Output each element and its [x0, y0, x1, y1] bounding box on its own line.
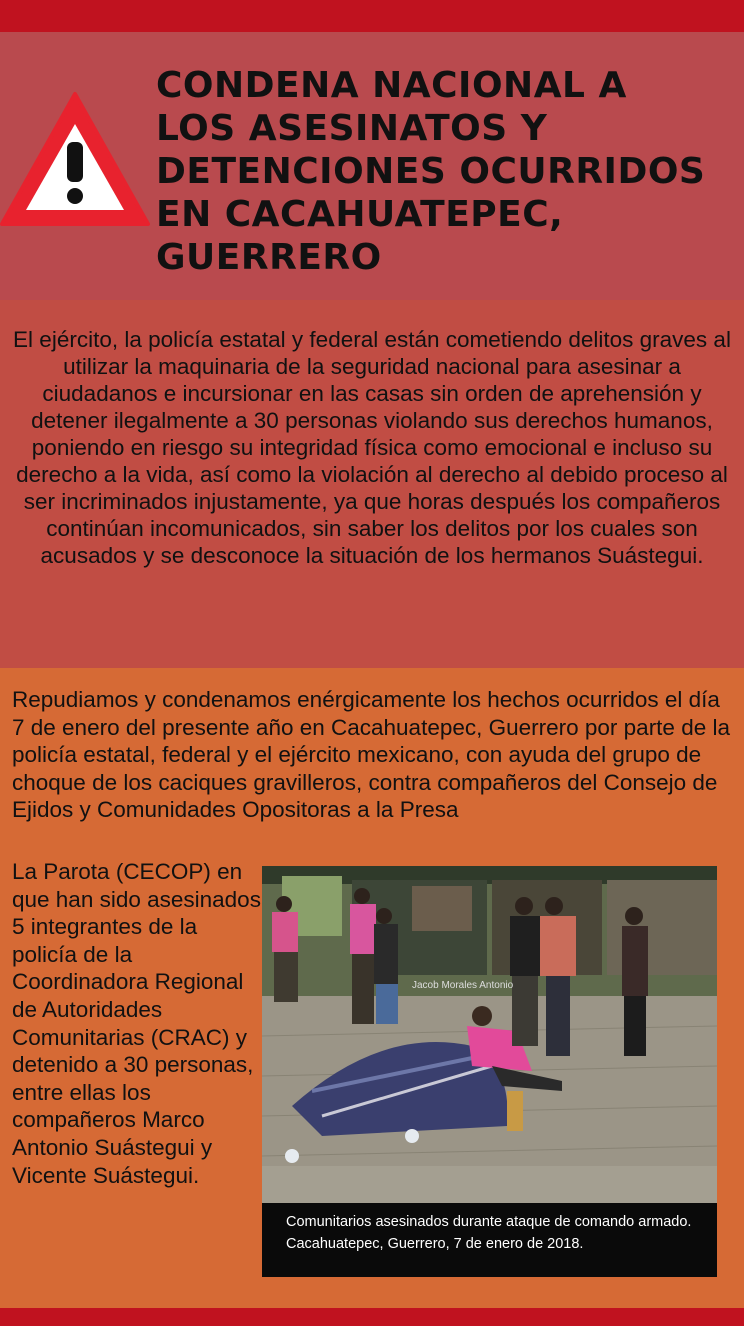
photo-caption: Comunitarios asesinados durante ataque de comando armado. Cacahuatepec, Guerrero, 7 de enero de 2018.	[262, 1203, 717, 1277]
news-photo	[262, 866, 717, 1203]
top-border	[0, 0, 744, 32]
photo-illustration	[262, 866, 717, 1203]
statement-paragraph: El ejército, la policía estatal y federal están cometiendo delitos graves al utilizar la maquinaria de la seguridad nacional para asesinar a ciudadanos e incursionar en las casas sin orden de aprehensión y detener ilegalmente a 30 personas violando sus derechos humanos, poniendo en riesgo su integridad física como emocional e incluso su derecho a la vida, así como la violación al derecho al debido proceso al ser incriminados injustamente, ya que horas después los compañeros continúan incomunicados, sin saber los delitos por los cuales son acusados y se desconoce la situación de los hermanos Suástegui.	[13, 327, 731, 568]
condemnation-paragraph: Repudiamos y condenamos enérgicamente los hechos ocurridos el día 7 de enero del presente año en Cacahuatepec, Guerrero por parte de la policía estatal, federal y el ejército mexicano, con ayuda del grupo de choque de los caciques gravilleros, contra compañeros del Consejo de Ejidos y Comunidades Opositoras a la Presa	[12, 687, 730, 823]
warning-triangle-icon	[0, 90, 150, 230]
bottom-border	[0, 1308, 744, 1326]
photo-watermark: Jacob Morales Antonio	[412, 980, 514, 991]
page-title: CONDENA NACIONAL A LOS ASESINATOS Y DETENCIONES OCURRIDOS EN CACAHUATEPEC, GUERRERO	[156, 65, 706, 278]
condemnation-paragraph-continued: La Parota (CECOP) en que han sido asesinados 5 integrantes de la policía de la Coordinadora Regional de Autoridades Comunitarias (CRAC) y detenido a 30 personas, entre ellas los compañeros Marco Antonio Suástegui y Vicente Suástegui.	[12, 859, 261, 1188]
